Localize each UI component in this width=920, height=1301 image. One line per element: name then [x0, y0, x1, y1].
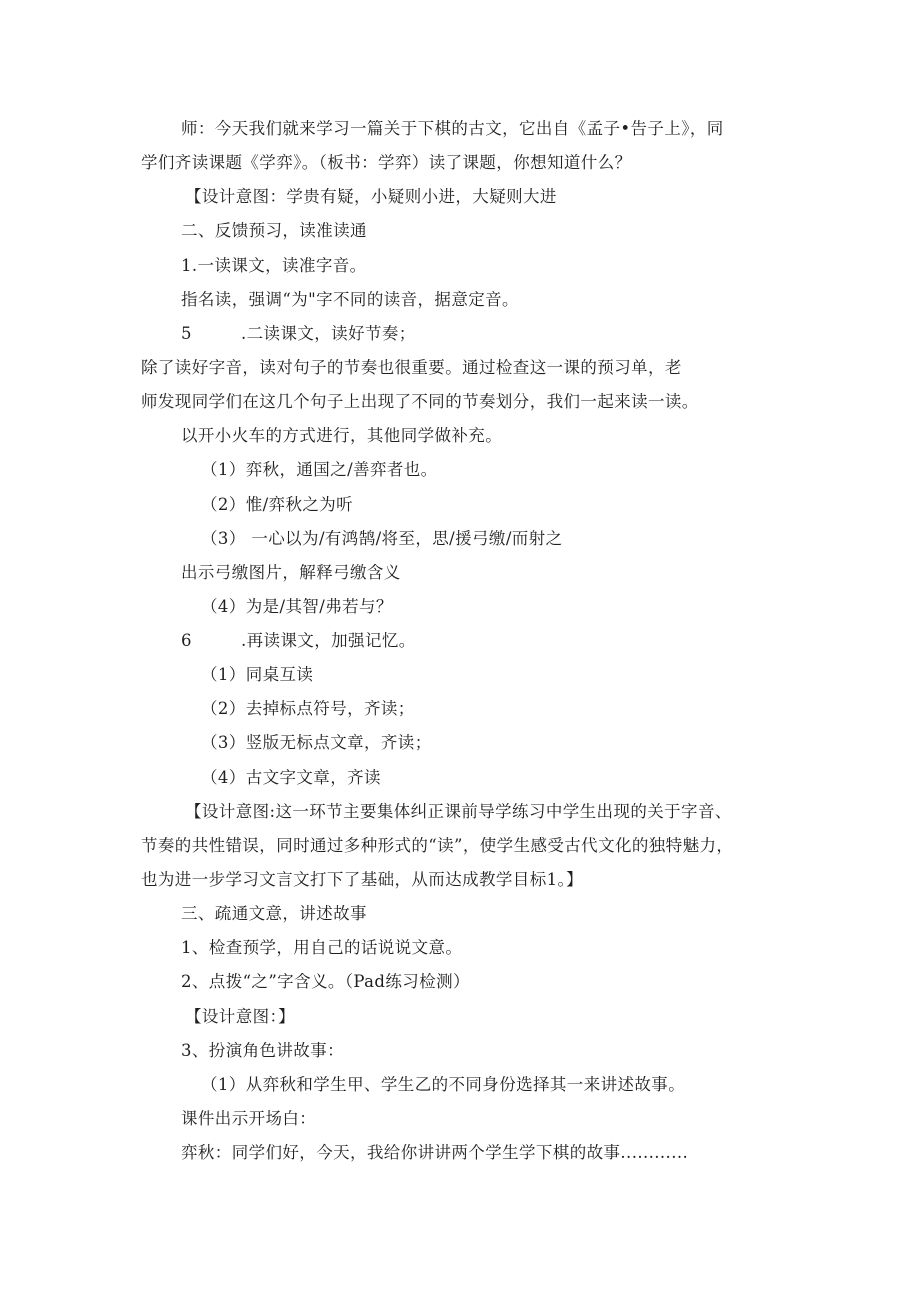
sub-item: （4）为是/其智/弗若与？: [201, 597, 393, 616]
paragraph-line: 除了读好字音，读对句子的节奏也很重要。通过检查这一课的预习单，老: [141, 358, 682, 377]
paragraph-line: 师发现同学们在这几个句子上出现了不同的节奏划分，我们一起来读一读。: [141, 392, 699, 411]
sub-item: （1）弈秋，通国之/善弈者也。: [201, 460, 438, 479]
paragraph-line: 弈秋：同学们好，今天，我给你讲讲两个学生学下棋的故事............: [181, 1143, 689, 1162]
sub-item: （3） 一心以为/有鸿鹄/将至，思/援弓缴/而射之: [201, 529, 563, 548]
design-note: 【设计意图：学贵有疑，小疑则小进，大疑则大进: [185, 187, 557, 206]
sub-item: （1）同桌互读: [201, 665, 314, 684]
section-heading: 二、反馈预习，读准读通: [181, 221, 367, 240]
paragraph-line: 以开小火车的方式进行，其他同学做补充。: [181, 426, 503, 445]
step-number: 5: [181, 324, 192, 343]
step-number: 6: [181, 631, 192, 650]
paragraph-line: 指名读，强调“为"字不同的读音，据意定音。: [181, 290, 519, 309]
design-note: 【设计意图：】: [185, 1007, 296, 1026]
sub-item: （4）古文字文章，齐读: [201, 768, 381, 787]
step-item: [181, 323, 416, 345]
paragraph-line: 学们齐读课题《学弈》。（板书：学弈）读了课题，你想知道什么？: [141, 153, 632, 172]
paragraph-line: 课件出示开场白：: [181, 1109, 317, 1128]
sub-item: （2）去掉标点符号，齐读；: [201, 699, 415, 718]
step-text: .二读课文，读好节奏；: [241, 324, 416, 343]
step-item: 1、检查预学，用自己的话说说文意。: [181, 938, 463, 957]
step-text: .再读课文，加强记忆。: [241, 631, 416, 650]
sub-item: （3）竖版无标点文章，齐读；: [201, 733, 432, 752]
design-note: 也为进一步学习文言文打下了基础，从而达成教学目标1。】: [141, 870, 584, 889]
paragraph-line: 出示弓缴图片，解释弓缴含义: [181, 563, 401, 582]
step-item: 1.一读课文，读准字音。: [181, 256, 367, 275]
step-item: 2、点拨“之”字含义。（Pad练习检测）: [181, 972, 470, 991]
design-note: 【设计意图:这一环节主要集体纠正课前导学练习中学生出现的关于字音、: [185, 802, 732, 821]
sub-item: （2）惟/弈秋之为听: [201, 495, 354, 514]
sub-item: （1）从弈秋和学生甲、学生乙的不同身份选择其一来讲述故事。: [201, 1075, 686, 1094]
step-item: 3、扮演角色讲故事：: [181, 1041, 344, 1060]
design-note: 节奏的共性错误，同时通过多种形式的“读”，使学生感受古代文化的独特魅力，: [141, 836, 734, 855]
section-heading: 三、疏通文意，讲述故事: [181, 904, 367, 923]
step-item: [181, 630, 416, 652]
paragraph-line: 师：今天我们就来学习一篇关于下棋的古文，它出自《孟子•告子上》，同: [181, 119, 724, 138]
